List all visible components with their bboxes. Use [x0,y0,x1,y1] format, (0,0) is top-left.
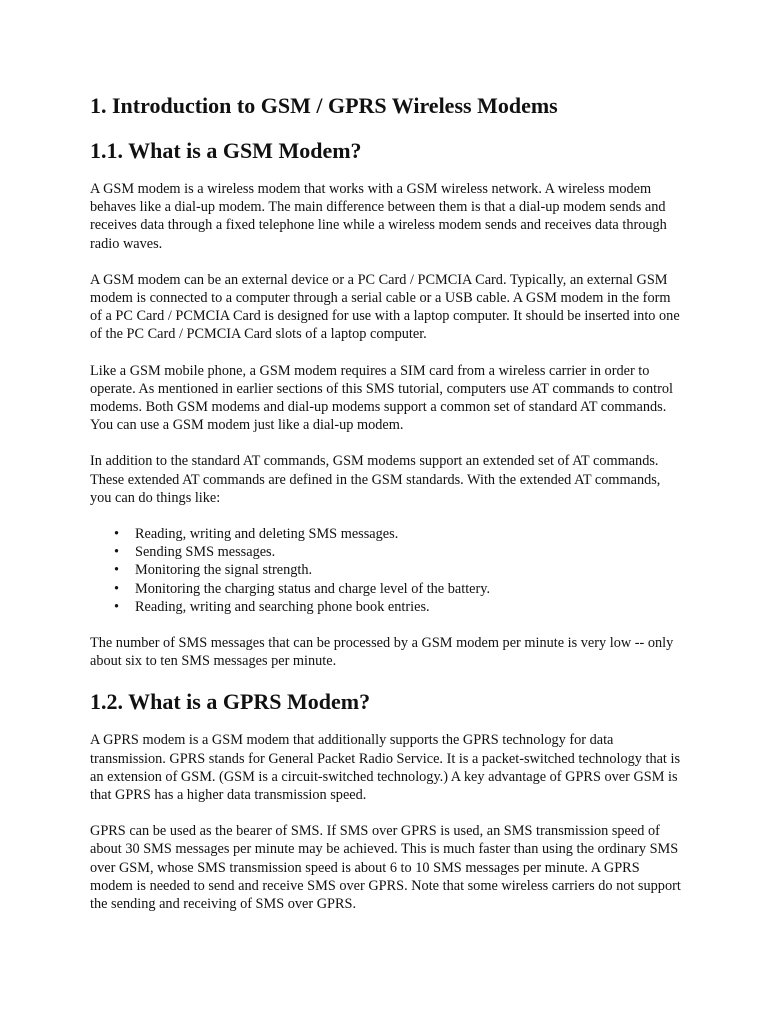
bullet-icon: • [114,598,120,615]
section-heading-gprs-modem: 1.2. What is a GPRS Modem? [90,689,371,715]
list-item-text: Monitoring the signal strength. [135,562,313,579]
list-item [90,543,682,561]
list-item-text: Sending SMS messages. [135,544,276,561]
bullet-icon: • [114,544,120,561]
list-item-text: Reading, writing and deleting SMS messages. [135,526,399,543]
list-item [90,525,682,543]
paragraph: A GSM modem is a wireless modem that works with a GSM wireless network. A wireless modem behaves like a dial-up modem. The main difference between them is that a dial-up modem sends and receives data through a fixed telephone line while a wireless modem sends and receives data through radio waves. [90,181,667,252]
paragraph: A GPRS modem is a GSM modem that additionally supports the GPRS technology for data transmission. GPRS stands for General Packet Radio Service. It is a packet-switched technology that is an extension of GSM. (GSM is a circuit-switched technology.) A key advantage of GPRS over GSM is that GPRS has a higher data transmission speed. [90,732,681,804]
paragraph: GPRS can be used as the bearer of SMS. If SMS over GPRS is used, an SMS transmission speed of about 30 SMS messages per minute may be achieved. This is much faster than using the ordinary SMS over GSM, whose SMS transmission speed is about 6 to 10 SMS messages per minute. A GPRS modem is needed to send and receive SMS over GPRS. Note that some wireless carriers do not support the sending and receiving of SMS over GPRS. [90,823,681,913]
document-title: 1. Introduction to GSM / GPRS Wireless Modems [90,93,558,118]
bullet-icon: • [114,580,120,597]
list-item [90,598,682,616]
paragraph: In addition to the standard AT commands, GSM modems support an extended set of AT commands. These extended AT commands are defined in the GSM standards. With the extended AT commands, you can do things like: [90,453,661,506]
list-item [90,580,682,598]
paragraph: Like a GSM mobile phone, a GSM modem requires a SIM card from a wireless carrier in order to operate. As mentioned in earlier sections of this SMS tutorial, computers use AT commands to control modems. Both GSM modems and dial-up modems support a common set of standard AT commands. You can use a GSM modem just like a dial-up modem. [90,362,674,434]
list-item-text: Reading, writing and searching phone book entries. [135,598,430,615]
paragraph: A GSM modem can be an external device or a PC Card / PCMCIA Card. Typically, an external GSM modem is connected to a computer through a serial cable or a USB cable. A GSM modem in the form of a PC Card / PCMCIA Card is designed for use with a laptop computer. It should be inserted into one of the PC Card / PCMCIA Card slots of a laptop computer. [90,271,680,343]
feature-list [90,525,682,616]
list-item [90,561,682,579]
bullet-icon: • [114,562,120,579]
bullet-icon: • [114,526,120,543]
document-page [90,92,682,931]
section-heading-gsm-modem: 1.1. What is a GSM Modem? [90,138,362,163]
paragraph: The number of SMS messages that can be processed by a GSM modem per minute is very low -- only about six to ten SMS messages per minute. [90,635,674,670]
list-item-text: Monitoring the charging status and charge level of the battery. [135,580,491,597]
